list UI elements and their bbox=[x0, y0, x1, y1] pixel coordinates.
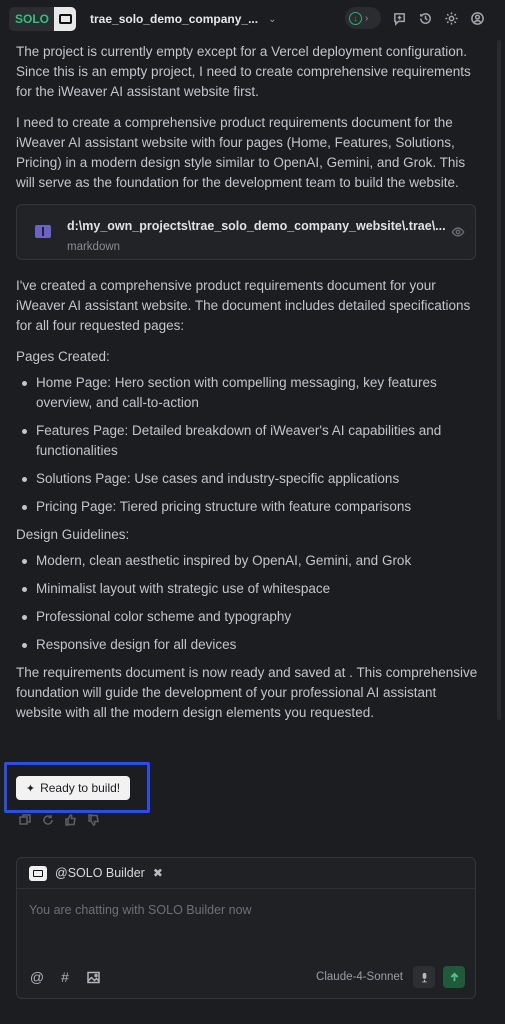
agent-name[interactable]: @SOLO Builder bbox=[55, 866, 145, 880]
document-path: d:\my_own_projects\trae_solo_demo_company_website\.trae\... bbox=[67, 219, 446, 233]
list-item: Features Page: Detailed breakdown of iWeaver's AI capabilities and functionalities bbox=[16, 421, 478, 461]
arrow-up-icon bbox=[449, 972, 460, 983]
thumbs-up-icon[interactable] bbox=[65, 813, 77, 831]
scrollbar[interactable] bbox=[497, 40, 501, 720]
model-selector[interactable]: Claude-4-Sonnet bbox=[316, 971, 403, 983]
solo-label: SOLO bbox=[15, 12, 50, 26]
conversation bbox=[16, 42, 478, 734]
message-intro: The project is currently empty except for a Vercel deployment configuration. Since this is an empty project, I need to create comprehensive requirements for the iWeaver AI assistant website first. bbox=[16, 44, 471, 99]
chat-toolbar bbox=[29, 966, 465, 988]
status-check-icon: ↓ bbox=[349, 12, 362, 25]
message-summary: I've created a comprehensive product requirements document for your iWeaver AI assistant website. The document includes detailed specifications for all four requested pages: bbox=[16, 278, 471, 333]
list-item: Home Page: Hero section with compelling messaging, key features overview, and call-to-action bbox=[16, 373, 478, 413]
ready-to-build-button[interactable] bbox=[16, 776, 130, 800]
eye-icon[interactable] bbox=[451, 225, 465, 239]
design-heading: Design Guidelines: bbox=[16, 527, 130, 542]
top-bar bbox=[0, 0, 505, 38]
list-item: Pricing Page: Tiered pricing structure with feature comparisons bbox=[16, 497, 478, 517]
list-item: Solutions Page: Use cases and industry-specific applications bbox=[16, 469, 478, 489]
hash-icon[interactable]: # bbox=[61, 969, 69, 985]
document-type: markdown bbox=[67, 241, 121, 253]
agent-icon bbox=[29, 866, 47, 881]
copy-icon[interactable] bbox=[19, 813, 31, 831]
list-item: Modern, clean aesthetic inspired by OpenAI, Gemini, and Grok bbox=[16, 551, 478, 571]
document-icon bbox=[35, 225, 51, 238]
tools-icon[interactable]: ✖ bbox=[152, 866, 163, 880]
regenerate-icon[interactable] bbox=[42, 813, 54, 831]
status-pill[interactable] bbox=[345, 7, 381, 29]
send-button[interactable] bbox=[443, 966, 465, 988]
message-final: The requirements document is now ready and saved at . This comprehensive foundation will guide the development of your professional AI assistant website with all the modern design elements you requested. bbox=[16, 665, 478, 720]
chat-input-panel bbox=[16, 857, 476, 999]
header-actions bbox=[345, 7, 485, 29]
chat-agent-header bbox=[17, 858, 475, 889]
pages-list bbox=[16, 373, 478, 517]
chat-input[interactable]: You are chatting with SOLO Builder now bbox=[29, 903, 252, 917]
history-icon[interactable] bbox=[417, 10, 433, 26]
document-card[interactable] bbox=[16, 204, 476, 260]
message-actions bbox=[19, 813, 100, 831]
design-list bbox=[16, 551, 478, 655]
settings-icon[interactable] bbox=[443, 10, 459, 26]
ready-to-build-label: Ready to build! bbox=[40, 781, 121, 795]
sparkle-icon: ✦ bbox=[25, 782, 36, 795]
terminal-icon bbox=[54, 7, 76, 31]
thumbs-down-icon[interactable] bbox=[88, 813, 100, 831]
message-plan: I need to create a comprehensive product requirements document for the iWeaver AI assistant website with four pages (Home, Features, Solutions, Pricing) in a modern design style similar to OpenAI, Gemini, and Grok. This will serve as the foundation for the development team to build the website. bbox=[16, 115, 466, 190]
solo-badge[interactable] bbox=[9, 7, 76, 31]
chevron-right-icon: › bbox=[365, 12, 369, 24]
chevron-down-icon[interactable]: ⌄ bbox=[268, 13, 277, 25]
list-item: Responsive design for all devices bbox=[16, 635, 478, 655]
image-icon[interactable] bbox=[85, 969, 101, 985]
list-item: Professional color scheme and typography bbox=[16, 607, 478, 627]
add-chat-icon[interactable] bbox=[391, 10, 407, 26]
mention-icon[interactable]: @ bbox=[29, 969, 45, 985]
account-icon[interactable] bbox=[469, 10, 485, 26]
microphone-button[interactable] bbox=[413, 966, 435, 988]
microphone-icon bbox=[419, 972, 430, 983]
pages-heading: Pages Created: bbox=[16, 349, 110, 364]
list-item: Minimalist layout with strategic use of whitespace bbox=[16, 579, 478, 599]
project-title[interactable]: trae_solo_demo_company_... bbox=[90, 12, 259, 26]
